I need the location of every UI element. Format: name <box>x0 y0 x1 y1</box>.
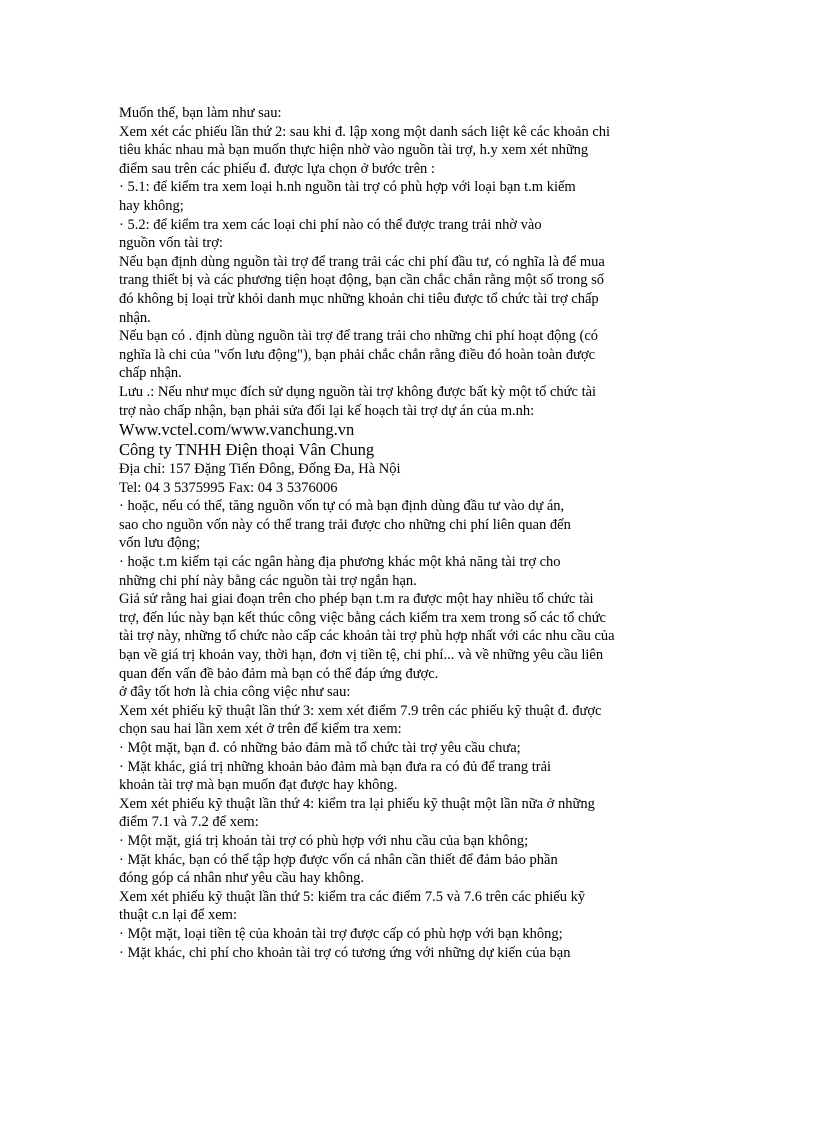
text-line: · Mặt khác, bạn có thể tập hợp được vốn cá nhân cần thiết để đảm bảo phần <box>119 851 558 868</box>
text-line: Www.vctel.com/www.vanchung.vn <box>119 420 355 440</box>
text-line: Tel: 04 3 5375995 Fax: 04 3 5376006 <box>119 479 338 496</box>
text-line: vốn lưu động; <box>119 535 201 552</box>
text-line: quan đến vấn đề bảo đảm mà bạn có thể đáp ứng được. <box>119 665 439 682</box>
text-line: Muốn thế, bạn làm như sau: <box>119 105 282 121</box>
text-line: Nếu bạn định dùng nguồn tài trợ để trang trải các chi phí đầu tư, có nghĩa là để mua <box>119 253 605 270</box>
text-line: nhận. <box>119 309 151 326</box>
text-line: những chi phí này bằng các nguồn tài trợ ngắn hạn. <box>119 572 417 589</box>
text-line: trợ nào chấp nhận, bạn phải sửa đổi lại kế hoạch tài trợ dự án của m.nh: <box>119 402 535 419</box>
text-line: Xem xét các phiếu lần thứ 2: sau khi đ. lập xong một danh sách liệt kê các khoản chi <box>119 123 611 140</box>
text-line: trợ, đến lúc này bạn kết thúc công việc bằng cách kiểm tra xem trong số các tổ chức <box>119 609 606 626</box>
text-line: · 5.2: để kiểm tra xem các loại chi phí nào có thể được trang trải nhờ vào <box>119 216 542 233</box>
text-line: · hoặc, nếu có thể, tăng nguồn vốn tự có mà bạn định dùng đầu tư vào dự án, <box>119 498 565 515</box>
text-line: Xem xét phiếu kỹ thuật lần thứ 5: kiểm tra các điểm 7.5 và 7.6 trên các phiếu kỹ <box>119 888 586 905</box>
text-line: ở đây tốt hơn là chia công việc như sau: <box>119 684 351 701</box>
text-line: Công ty TNHH Điện thoại Vân Chung <box>119 440 375 460</box>
text-line: · hoặc t.m kiếm tại các ngân hàng địa phương khác một khả năng tài trợ cho <box>119 554 561 571</box>
text-line: nguồn vốn tài trợ: <box>119 235 223 252</box>
text-line: đóng góp cá nhân như yêu cầu hay không. <box>119 870 365 887</box>
text-line: sao cho nguồn vốn này có thể trang trải được cho những chi phí liên quan đến <box>119 516 571 533</box>
text-line: · Mặt khác, giá trị những khoản bảo đảm mà bạn đưa ra có đủ để trang trải <box>119 758 552 775</box>
text-line: tiêu khác nhau mà bạn muốn thực hiện nhờ vào nguồn tài trợ, h.y xem xét những <box>119 142 589 159</box>
text-line: · Một mặt, loại tiền tệ của khoản tài trợ được cấp có phù hợp với bạn không; <box>119 925 563 942</box>
text-line: Địa chỉ: 157 Đặng Tiến Đông, Đống Đa, Hà Nội <box>119 461 401 478</box>
text-line: thuật c.n lại để xem: <box>119 907 237 924</box>
text-line: khoản tài trợ mà bạn muốn đạt được hay không. <box>119 777 398 794</box>
text-line: tài trợ này, những tổ chức nào cấp các khoản tài trợ phù hợp nhất với các nhu cầu của <box>119 628 615 645</box>
text-line: Nếu bạn có . định dùng nguồn tài trợ để trang trải cho những chi phí hoạt động (có <box>119 328 599 345</box>
text-line: hay không; <box>119 197 184 214</box>
text-line: Lưu .: Nếu như mục đích sử dụng nguồn tài trợ không được bất kỳ một tổ chức tài <box>119 383 597 400</box>
text-line: trang thiết bị và các phương tiện hoạt động, bạn cần chắc chắn rằng một số trong số <box>119 272 605 289</box>
text-line: chọn sau hai lần xem xét ở trên để kiểm tra xem: <box>119 721 402 738</box>
text-line: điểm 7.1 và 7.2 để xem: <box>119 814 259 831</box>
text-line: · 5.1: để kiểm tra xem loại h.nh nguồn tài trợ có phù hợp với loại bạn t.m kiếm <box>119 179 576 196</box>
text-line: Xem xét phiếu kỹ thuật lần thứ 4: kiểm tra lại phiếu kỹ thuật một lần nữa ở những <box>119 795 595 812</box>
text-line: bạn về giá trị khoản vay, thời hạn, đơn vị tiền tệ, chi phí... và về những yêu cầu liên <box>119 647 604 664</box>
text-line: đó không bị loại trừ khỏi danh mục những khoản chi tiêu được tổ chức tài trợ chấp <box>119 290 599 307</box>
document-body <box>119 104 679 962</box>
text-line: · Một mặt, bạn đ. có những bảo đảm mà tổ chức tài trợ yêu cầu chưa; <box>119 740 521 756</box>
text-line: Xem xét phiếu kỹ thuật lần thứ 3: xem xét điểm 7.9 trên các phiếu kỹ thuật đ. được <box>119 702 602 719</box>
text-line: Giả sử rằng hai giai đoạn trên cho phép bạn t.m ra được một hay nhiều tổ chức tài <box>119 591 594 608</box>
text-line: điểm sau trên các phiếu đ. được lựa chọn ở bước trên : <box>119 160 435 177</box>
text-line: nghĩa là chi của "vốn lưu động"), bạn phải chắc chắn rằng điều đó hoàn toàn được <box>119 346 596 363</box>
text-line: · Mặt khác, chi phí cho khoản tài trợ có tương ứng với những dự kiến của bạn <box>119 944 571 961</box>
text-line: chấp nhận. <box>119 365 182 382</box>
text-line: · Một mặt, giá trị khoản tài trợ có phù hợp với nhu cầu của bạn không; <box>119 832 529 849</box>
